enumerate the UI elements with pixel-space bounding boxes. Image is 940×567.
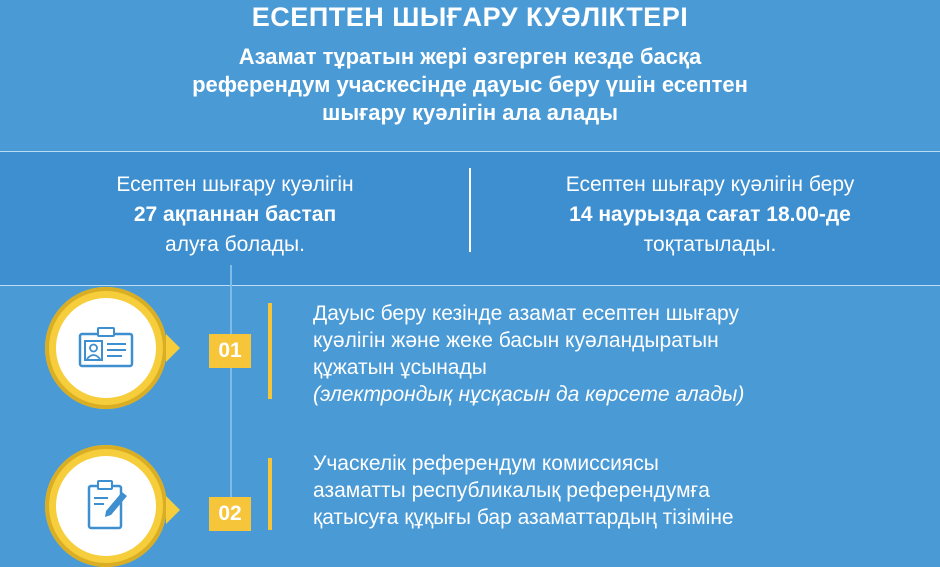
step-1-text xyxy=(313,300,744,408)
step-2-number: 02 xyxy=(209,497,251,531)
step-1-line-3: құжатын ұсынады xyxy=(313,356,487,379)
page-title: ЕСЕПТЕН ШЫҒАРУ КУӘЛІКТЕРІ xyxy=(251,2,689,32)
step-2-ring xyxy=(45,445,167,567)
step-2-pointer xyxy=(166,496,180,524)
timeline-line xyxy=(230,265,232,530)
step-2-ring-inner xyxy=(56,456,156,556)
step-1-line-1: Дауыс беру кезінде азамат есептен шығару xyxy=(313,302,739,325)
divider-top xyxy=(0,151,940,152)
subtitle-line-3: шығару куәлігін ала алады xyxy=(321,100,619,125)
step-1-line-2: куәлігін және жеке басын куәландыратын xyxy=(313,329,719,352)
step-1-note: (электрондық нұсқасын да көрсете алады) xyxy=(313,383,745,406)
info-right-line-3: тоқтатылады. xyxy=(643,233,777,256)
step-1-ring xyxy=(45,287,167,409)
info-right-line-1: Есептен шығару куәлігін беру xyxy=(565,173,855,196)
step-1-number: 01 xyxy=(209,334,251,368)
step-2-bar xyxy=(268,458,272,530)
clipboard-pen-icon xyxy=(56,456,156,556)
subtitle-line-1: Азамат тұратын жері өзгерген кезде басқа xyxy=(238,44,702,69)
info-left xyxy=(50,170,420,260)
step-2-line-2: азаматты республикалық референдумға xyxy=(313,479,710,502)
step-2-line-1: Учаскелік референдум комиссиясы xyxy=(313,452,659,475)
step-1-ring-inner xyxy=(56,298,156,398)
step-2-line-3: қатысуға құқығы бар азаматтардың тізіміне xyxy=(313,506,734,529)
divider-bottom xyxy=(0,285,940,286)
info-left-line-3: алуға болады. xyxy=(165,233,305,256)
step-2-text xyxy=(313,450,734,531)
id-card-icon xyxy=(56,298,156,398)
info-separator xyxy=(469,168,471,252)
info-left-line-2: 27 ақпаннан бастап xyxy=(133,203,337,226)
info-right xyxy=(490,170,930,260)
step-1-pointer xyxy=(166,334,180,362)
info-right-line-2: 14 наурызда сағат 18.00-де xyxy=(569,203,851,226)
info-left-line-1: Есептен шығару куәлігін xyxy=(116,173,354,196)
step-1-bar xyxy=(268,303,272,399)
subtitle-line-2: референдум учаскесінде дауыс беру үшін есептен xyxy=(192,72,748,97)
